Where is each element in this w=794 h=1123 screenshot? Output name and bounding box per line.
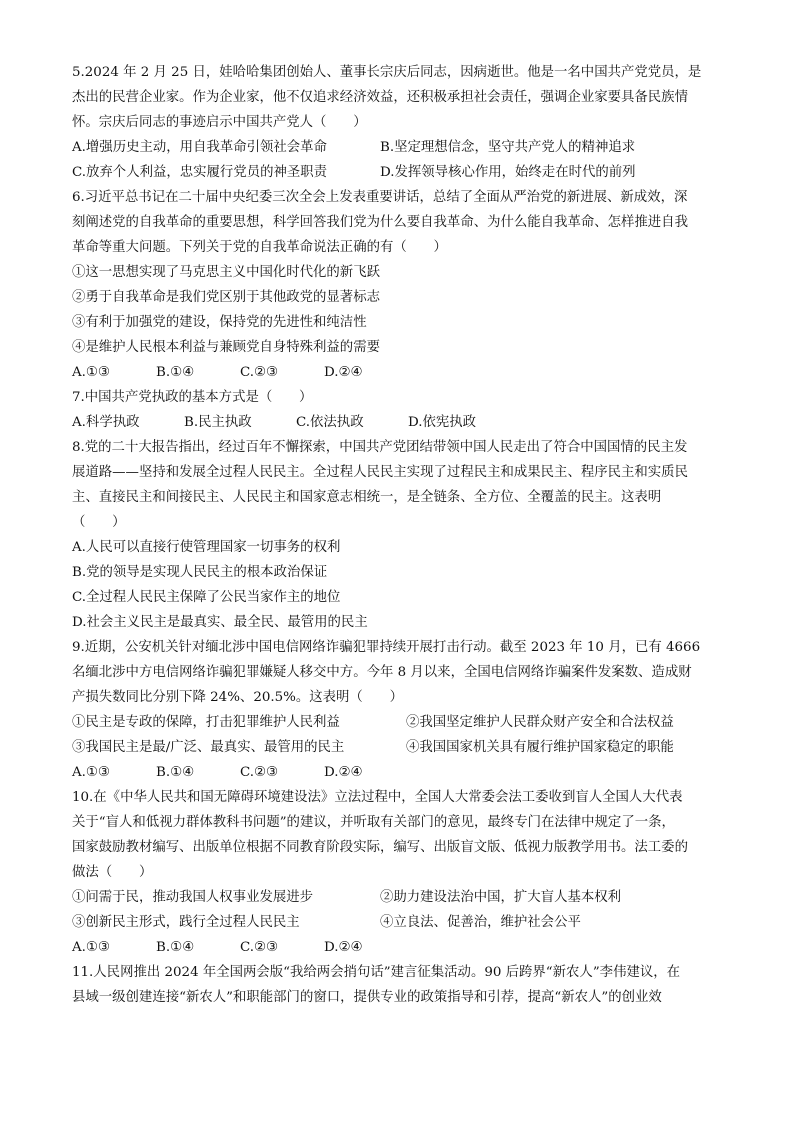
question-10-line-4: 做法（ ） [72, 865, 153, 880]
question-6-option-a: A.①③ [72, 365, 110, 380]
question-6-item-4: ④是维护人民根本利益与兼顾党自身特殊利益的需要 [72, 340, 380, 355]
question-6-option-b: B.①④ [156, 365, 195, 380]
question-8-line-3: 主、直接民主和间接民主、人民民主和国家意志相统一，是全链条、全方位、全覆盖的民主。这表明 [72, 490, 662, 505]
question-8-line-2: 展道路——坚持和发展全过程人民民主。全过程人民民主实现了过程民主和成果民主、程序民主和实质民 [72, 465, 688, 480]
question-9-line-3: 产损失数同比分别下降 24%、20.5%。这表明（ ） [72, 690, 403, 705]
question-9-option-a: A.①③ [72, 765, 110, 780]
question-9 [72, 635, 727, 710]
question-5-option-a: A.增强历史主动，用自我革命引领社会革命 [72, 140, 327, 155]
question-6-item-1: ①这一思想实现了马克思主义中国化时代化的新飞跃 [72, 265, 380, 280]
question-10-item-4: ④立良法、促善治，维护社会公平 [380, 915, 581, 930]
question-8-option-b: B.党的领导是实现人民民主的根本政治保证 [72, 565, 328, 580]
question-6-line-1: 6.习近平总书记在二十届中央纪委三次全会上发表重要讲话，总结了全面从严治党的新进展、新成效，深 [72, 190, 688, 205]
question-5-line-3: 怀。宗庆后同志的事迹启示中国共产党人（ ） [72, 115, 367, 130]
question-7-line-1: 7.中国共产党执政的基本方式是（ ） [72, 390, 313, 405]
question-6-item-3: ③有利于加强党的建设，保持党的先进性和纯洁性 [72, 315, 367, 330]
question-5 [72, 60, 727, 135]
question-5-option-d: D.发挥领导核心作用，始终走在时代的前列 [380, 165, 636, 180]
question-7 [72, 385, 727, 410]
question-10-line-3: 国家鼓励教材编写、出版单位根据不同教育阶段实际，编写、出版盲文版、低视力版教学用书。法工委的 [72, 840, 688, 855]
question-10-item-3: ③创新民主形式，践行全过程人民民主 [72, 915, 300, 930]
question-9-option-b: B.①④ [156, 765, 195, 780]
question-9-option-d: D.②④ [324, 765, 363, 780]
question-7-option-a: A.科学执政 [72, 415, 140, 430]
question-10-item-2: ②助力建设法治中国，扩大盲人基本权利 [380, 890, 622, 905]
question-8-option-c: C.全过程人民民主保障了公民当家作主的地位 [72, 590, 341, 605]
question-6-item-2: ②勇于自我革命是我们党区别于其他政党的显著标志 [72, 290, 380, 305]
question-10-option-b: B.①④ [156, 940, 195, 955]
question-5-line-1: 5.2024 年 2 月 25 日，娃哈哈集团创始人、董事长宗庆后同志，因病逝世。他是一名中国共产党党员，是 [72, 65, 702, 80]
question-5-line-2: 杰出的民营企业家。作为企业家，他不仅追求经济效益，还积极承担社会责任，强调企业家要具备民族情 [72, 90, 688, 105]
question-6 [72, 185, 727, 360]
question-10-item-1: ①问需于民，推动我国人权事业发展进步 [72, 890, 314, 905]
question-7-option-d: D.依宪执政 [408, 415, 477, 430]
question-8 [72, 435, 727, 635]
question-6-line-2: 刻阐述党的自我革命的重要思想，科学回答我们党为什么要自我革命、为什么能自我革命、怎样推进自我 [72, 215, 688, 230]
question-10-option-d: D.②④ [324, 940, 363, 955]
question-9-line-2: 名缅北涉中方电信网络诈骗犯罪嫌疑人移交中方。今年 8 月以来，全国电信网络诈骗案件发案数、造成财 [72, 665, 692, 680]
question-11 [72, 960, 727, 1010]
question-7-option-c: C.依法执政 [296, 415, 364, 430]
question-9-item-1: ①民主是专政的保障，打击犯罪维护人民利益 [72, 715, 340, 730]
question-8-option-a: A.人民可以直接行使管理国家一切事务的权利 [72, 540, 341, 555]
question-10-line-1: 10.在《中华人民共和国无障碍环境建设法》立法过程中，全国人大常委会法工委收到盲人全国人大代表 [72, 790, 683, 805]
question-9-item-3: ③我国民主是最/广泛、最真实、最管用的民主 [72, 740, 345, 755]
question-10-option-c: C.②③ [240, 940, 279, 955]
question-11-line-2: 县域一级创建连接“新农人”和职能部门的窗口，提供专业的政策指导和引荐，提高“新农人”的创业效 [72, 990, 662, 1005]
question-5-option-c: C.放弃个人利益，忠实履行党员的神圣职责 [72, 165, 328, 180]
question-5-option-b: B.坚定理想信念，坚守共产党人的精神追求 [380, 140, 636, 155]
question-6-option-c: C.②③ [240, 365, 279, 380]
question-8-line-1: 8.党的二十大报告指出，经过百年不懈探索，中国共产党团结带领中国人民走出了符合中国国情的民主发 [72, 440, 688, 455]
question-10 [72, 785, 727, 885]
question-9-line-1: 9.近期，公安机关针对缅北涉中国电信网络诈骗犯罪持续开展打击行动。截至 2023 年 10 月，已有 4666 [72, 640, 701, 655]
question-6-option-d: D.②④ [324, 365, 363, 380]
question-6-line-3: 革命等重大问题。下列关于党的自我革命说法正确的有（ ） [72, 240, 447, 255]
question-7-option-b: B.民主执政 [184, 415, 252, 430]
question-11-line-1: 11.人民网推出 2024 年全国两会版“我给两会捎句话”建言征集活动。90 后跨界“新农人”李伟建议，在 [72, 965, 681, 980]
question-9-option-c: C.②③ [240, 765, 279, 780]
question-9-item-4: ④我国国家机关具有履行维护国家稳定的职能 [406, 740, 674, 755]
question-10-option-a: A.①③ [72, 940, 110, 955]
question-8-option-d: D.社会主义民主是最真实、最全民、最管用的民主 [72, 615, 368, 630]
question-10-line-2: 关于“盲人和低视力群体教科书问题”的建议，并听取有关部门的意见，最终专门在法律中规定了一条， [72, 815, 675, 830]
question-8-line-4: （ ） [72, 515, 126, 530]
question-9-item-2: ②我国坚定维护人民群众财产安全和合法权益 [406, 715, 674, 730]
